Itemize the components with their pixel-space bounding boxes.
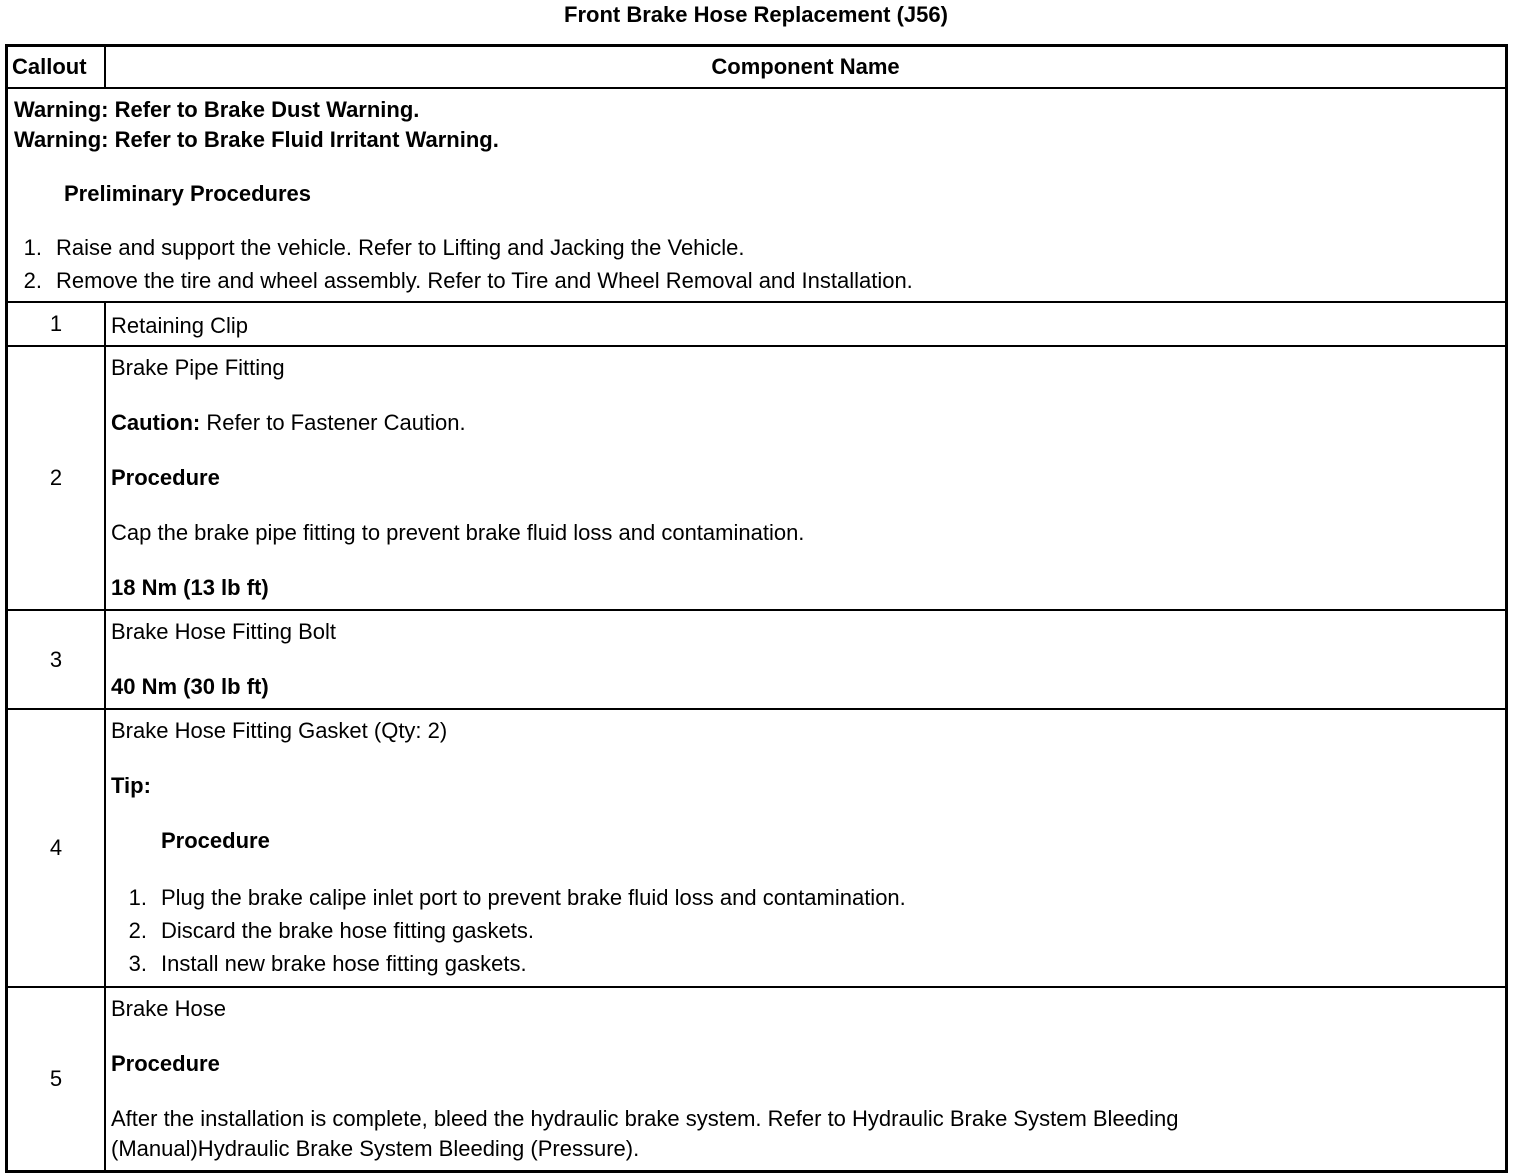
procedure-table — [5, 44, 1508, 1173]
tip-label: Tip: — [111, 773, 151, 798]
torque-spec: 18 Nm (13 lb ft) — [111, 575, 269, 600]
table-row — [7, 346, 1507, 610]
list-item — [119, 914, 1501, 947]
callout-number: 5 — [7, 987, 106, 1172]
procedure-label: Procedure — [111, 465, 220, 490]
procedure-label: Procedure — [111, 1051, 220, 1076]
table-row — [7, 302, 1507, 346]
component-name: Retaining Clip — [111, 313, 248, 338]
table-header-row — [7, 46, 1507, 89]
procedure-text-line-2[interactable]: (Manual)Hydraulic Brake System Bleeding (Pressure). — [111, 1136, 640, 1161]
component-name: Brake Hose Fitting Bolt — [111, 619, 336, 644]
document-title: Front Brake Hose Replacement (J56) — [564, 2, 948, 27]
component-cell — [105, 346, 1507, 610]
warnings-cell — [7, 88, 1507, 302]
callout-number: 4 — [7, 709, 106, 987]
component-name: Brake Hose Fitting Gasket (Qty: 2) — [111, 718, 448, 743]
step-text: Plug the brake calipe inlet port to prevent brake fluid loss and contamination. — [161, 885, 906, 910]
step-number: 3. — [128, 951, 147, 976]
procedure-steps-list — [119, 881, 1501, 980]
warning-brake-dust[interactable]: Warning: Refer to Brake Dust Warning. — [14, 97, 420, 122]
callout-number: 3 — [7, 610, 106, 709]
table-row — [7, 709, 1507, 987]
component-cell — [105, 302, 1507, 346]
warning-brake-fluid-irritant[interactable]: Warning: Refer to Brake Fluid Irritant Warning. — [14, 127, 499, 152]
column-header-callout: Callout — [7, 46, 106, 89]
caution-text[interactable]: Refer to Fastener Caution. — [200, 410, 466, 435]
column-header-component-name: Component Name — [105, 46, 1507, 89]
procedure-text-line-1[interactable]: After the installation is complete, bleed the hydraulic brake system. Refer to Hydraulic Brake System Bleeding — [111, 1106, 1179, 1131]
component-cell — [105, 987, 1507, 1172]
caution-line — [111, 408, 1501, 438]
step-text[interactable]: Remove the tire and wheel assembly. Refer to Tire and Wheel Removal and Installation. — [56, 268, 913, 293]
step-text[interactable]: Raise and support the vehicle. Refer to Lifting and Jacking the Vehicle. — [56, 235, 745, 260]
step-number: 1. — [128, 885, 147, 910]
preliminary-steps-list — [14, 231, 1501, 297]
component-name: Brake Hose — [111, 996, 226, 1021]
step-number: 2. — [128, 918, 147, 943]
step-text: Install new brake hose fitting gaskets. — [161, 951, 527, 976]
procedure-label: Procedure — [161, 828, 270, 853]
caution-label: Caution: — [111, 410, 201, 435]
callout-number: 1 — [7, 302, 106, 346]
step-number: 1. — [23, 235, 42, 260]
component-name: Brake Pipe Fitting — [111, 355, 285, 380]
warnings-row — [7, 88, 1507, 302]
list-item — [14, 264, 1501, 297]
list-item — [14, 231, 1501, 264]
list-item — [119, 881, 1501, 914]
table-row — [7, 610, 1507, 709]
torque-spec: 40 Nm (30 lb ft) — [111, 674, 269, 699]
preliminary-procedures-heading: Preliminary Procedures — [64, 181, 312, 206]
list-item — [119, 947, 1501, 980]
table-row — [7, 987, 1507, 1172]
component-cell — [105, 709, 1507, 987]
component-cell — [105, 610, 1507, 709]
step-text: Discard the brake hose fitting gaskets. — [161, 918, 534, 943]
procedure-text: Cap the brake pipe fitting to prevent brake fluid loss and contamination. — [111, 520, 805, 545]
step-number: 2. — [23, 268, 42, 293]
callout-number: 2 — [7, 346, 106, 610]
